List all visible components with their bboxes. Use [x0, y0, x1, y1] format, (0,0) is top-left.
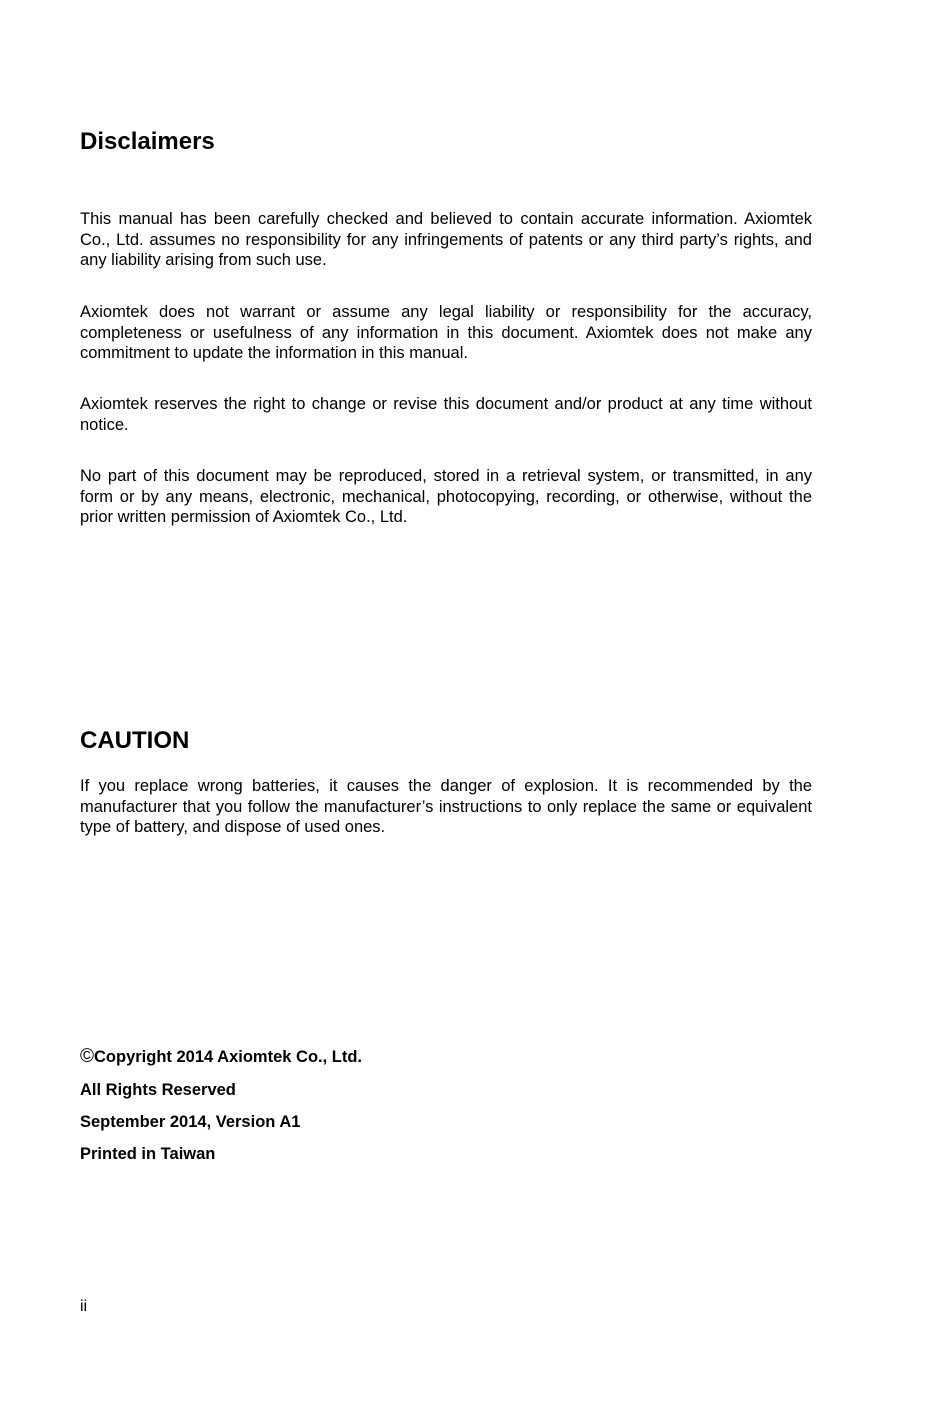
- disclaimer-paragraph-2: Axiomtek does not warrant or assume any legal liability or responsibility for the accuracy, completeness or usefulness of any information in this document. Axiomtek does not make any commitment to update the information in this manual.: [80, 303, 812, 363]
- rights-reserved-line: All Rights Reserved: [80, 1081, 236, 1099]
- disclaimer-paragraph-4: No part of this document may be reproduced, stored in a retrieval system, or transmitted, in any form or by any means, electronic, mechanical, photocopying, recording, or otherwise, without the prior written permission of Axiomtek Co., Ltd.: [80, 467, 812, 527]
- caution-paragraph: If you replace wrong batteries, it causes the danger of explosion. It is recommended by the manufacturer that you follow the manufacturer’s instructions to only replace the same or equivalent type of battery, and dispose of used ones.: [80, 777, 812, 837]
- page-number: ii: [80, 1298, 88, 1315]
- printed-in-line: Printed in Taiwan: [80, 1145, 216, 1163]
- copyright-line: [80, 1047, 362, 1067]
- copyright-text: Copyright 2014 Axiomtek Co., Ltd.: [94, 1048, 363, 1066]
- disclaimers-heading: Disclaimers: [80, 128, 215, 155]
- copyright-symbol: ©: [80, 1046, 94, 1067]
- disclaimer-paragraph-3: Axiomtek reserves the right to change or revise this document and/or product at any time without notice.: [80, 395, 812, 434]
- disclaimer-paragraph-1: This manual has been carefully checked and believed to contain accurate information. Axiomtek Co., Ltd. assumes no responsibility for any infringements of patents or any third party’s rights, and any liability arising from such use.: [80, 210, 812, 270]
- caution-heading: CAUTION: [80, 727, 190, 754]
- version-date-line: September 2014, Version A1: [80, 1113, 301, 1131]
